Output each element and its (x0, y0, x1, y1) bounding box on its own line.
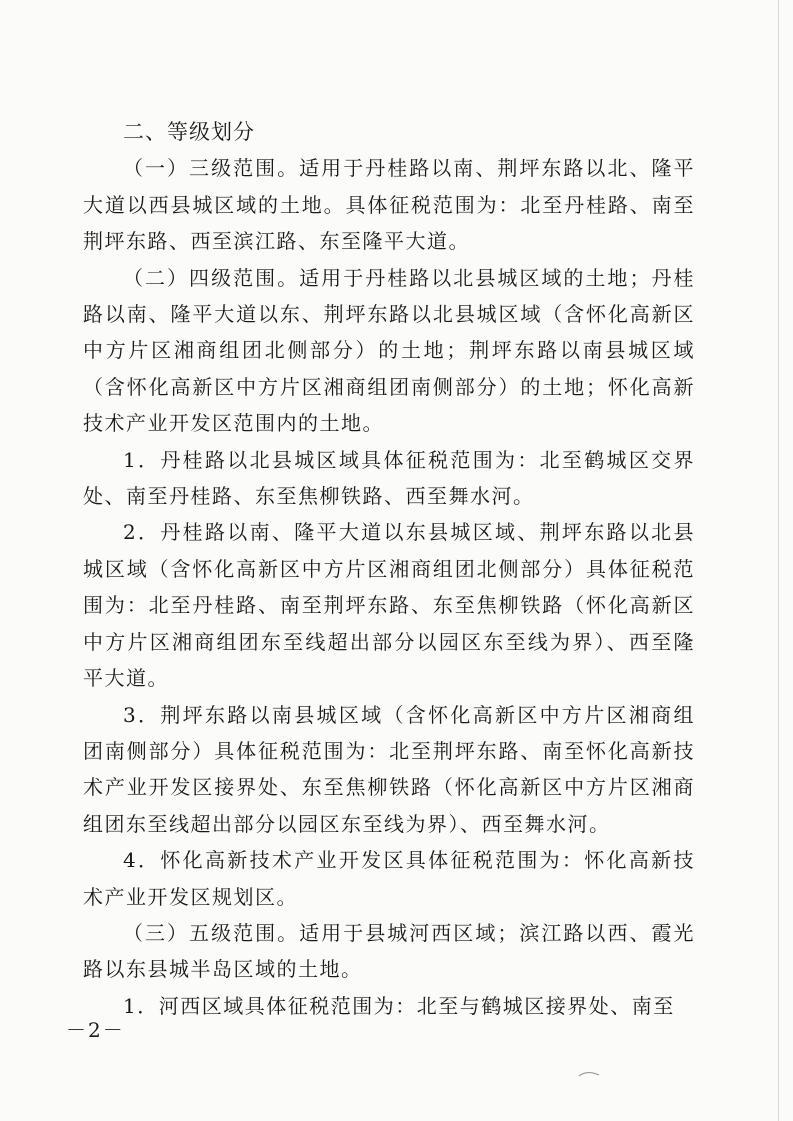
paragraph-level-three: （一）三级范围。适用于丹桂路以南、荆坪东路以北、隆平大道以西县城区域的土地。具体征税范围为：北至丹桂路、南至荆坪东路、西至滨江路、东至隆平大道。 (83, 156, 695, 254)
paragraph-item-3: 3．荆坪东路以南县城区域（含怀化高新区中方片区湘商组团南侧部分）具体征税范围为：北至荆坪东路、南至怀化高新技术产业开发区接界处、东至焦柳铁路（怀化高新区中方片区湘商组团东至线超出部分以园区东至线为界）、西至舞水河。 (83, 702, 695, 836)
scan-edge-line (778, 0, 779, 1121)
paragraph-level-four: （二）四级范围。适用于丹桂路以北县城区域的土地；丹桂路以南、隆平大道以东、荆坪东路以北县城区域（含怀化高新区中方片区湘商组团北侧部分）的土地；荆坪东路以南县城区域（含怀化高新区中方片区湘商组团南侧部分）的土地；怀化高新技术产业开发区范围内的土地。 (83, 265, 695, 436)
document-body (83, 114, 695, 1024)
paragraph-level-five-item-1: 1．河西区域具体征税范围为：北至与鹤城区接界处、南至 (123, 993, 675, 1018)
page-number: －2－ (66, 1018, 125, 1042)
paragraph-item-1: 1．丹桂路以北县城区域具体征税范围为：北至鹤城区交界处、南至丹桂路、东至焦柳铁路、西至舞水河。 (83, 447, 695, 509)
paragraph-item-2: 2．丹桂路以南、隆平大道以东县城区域、荆坪东路以北县城区域（含怀化高新区中方片区湘商组团北侧部分）具体征税范围为：北至丹桂路、南至荆坪东路、东至焦柳铁路（怀化高新区中方片区湘商组团东至线超出部分以园区东至线为界）、西至隆平大道。 (83, 520, 695, 691)
paragraph-item-4: 4．怀化高新技术产业开发区具体征税范围为：怀化高新技术产业开发区规划区。 (83, 848, 695, 909)
section-heading: 二、等级划分 (123, 120, 255, 144)
paragraph-level-five: （三）五级范围。适用于县城河西区域；滨江路以西、霞光路以东县城半岛区域的土地。 (83, 920, 695, 982)
scan-artifact-mark (578, 1070, 600, 1078)
